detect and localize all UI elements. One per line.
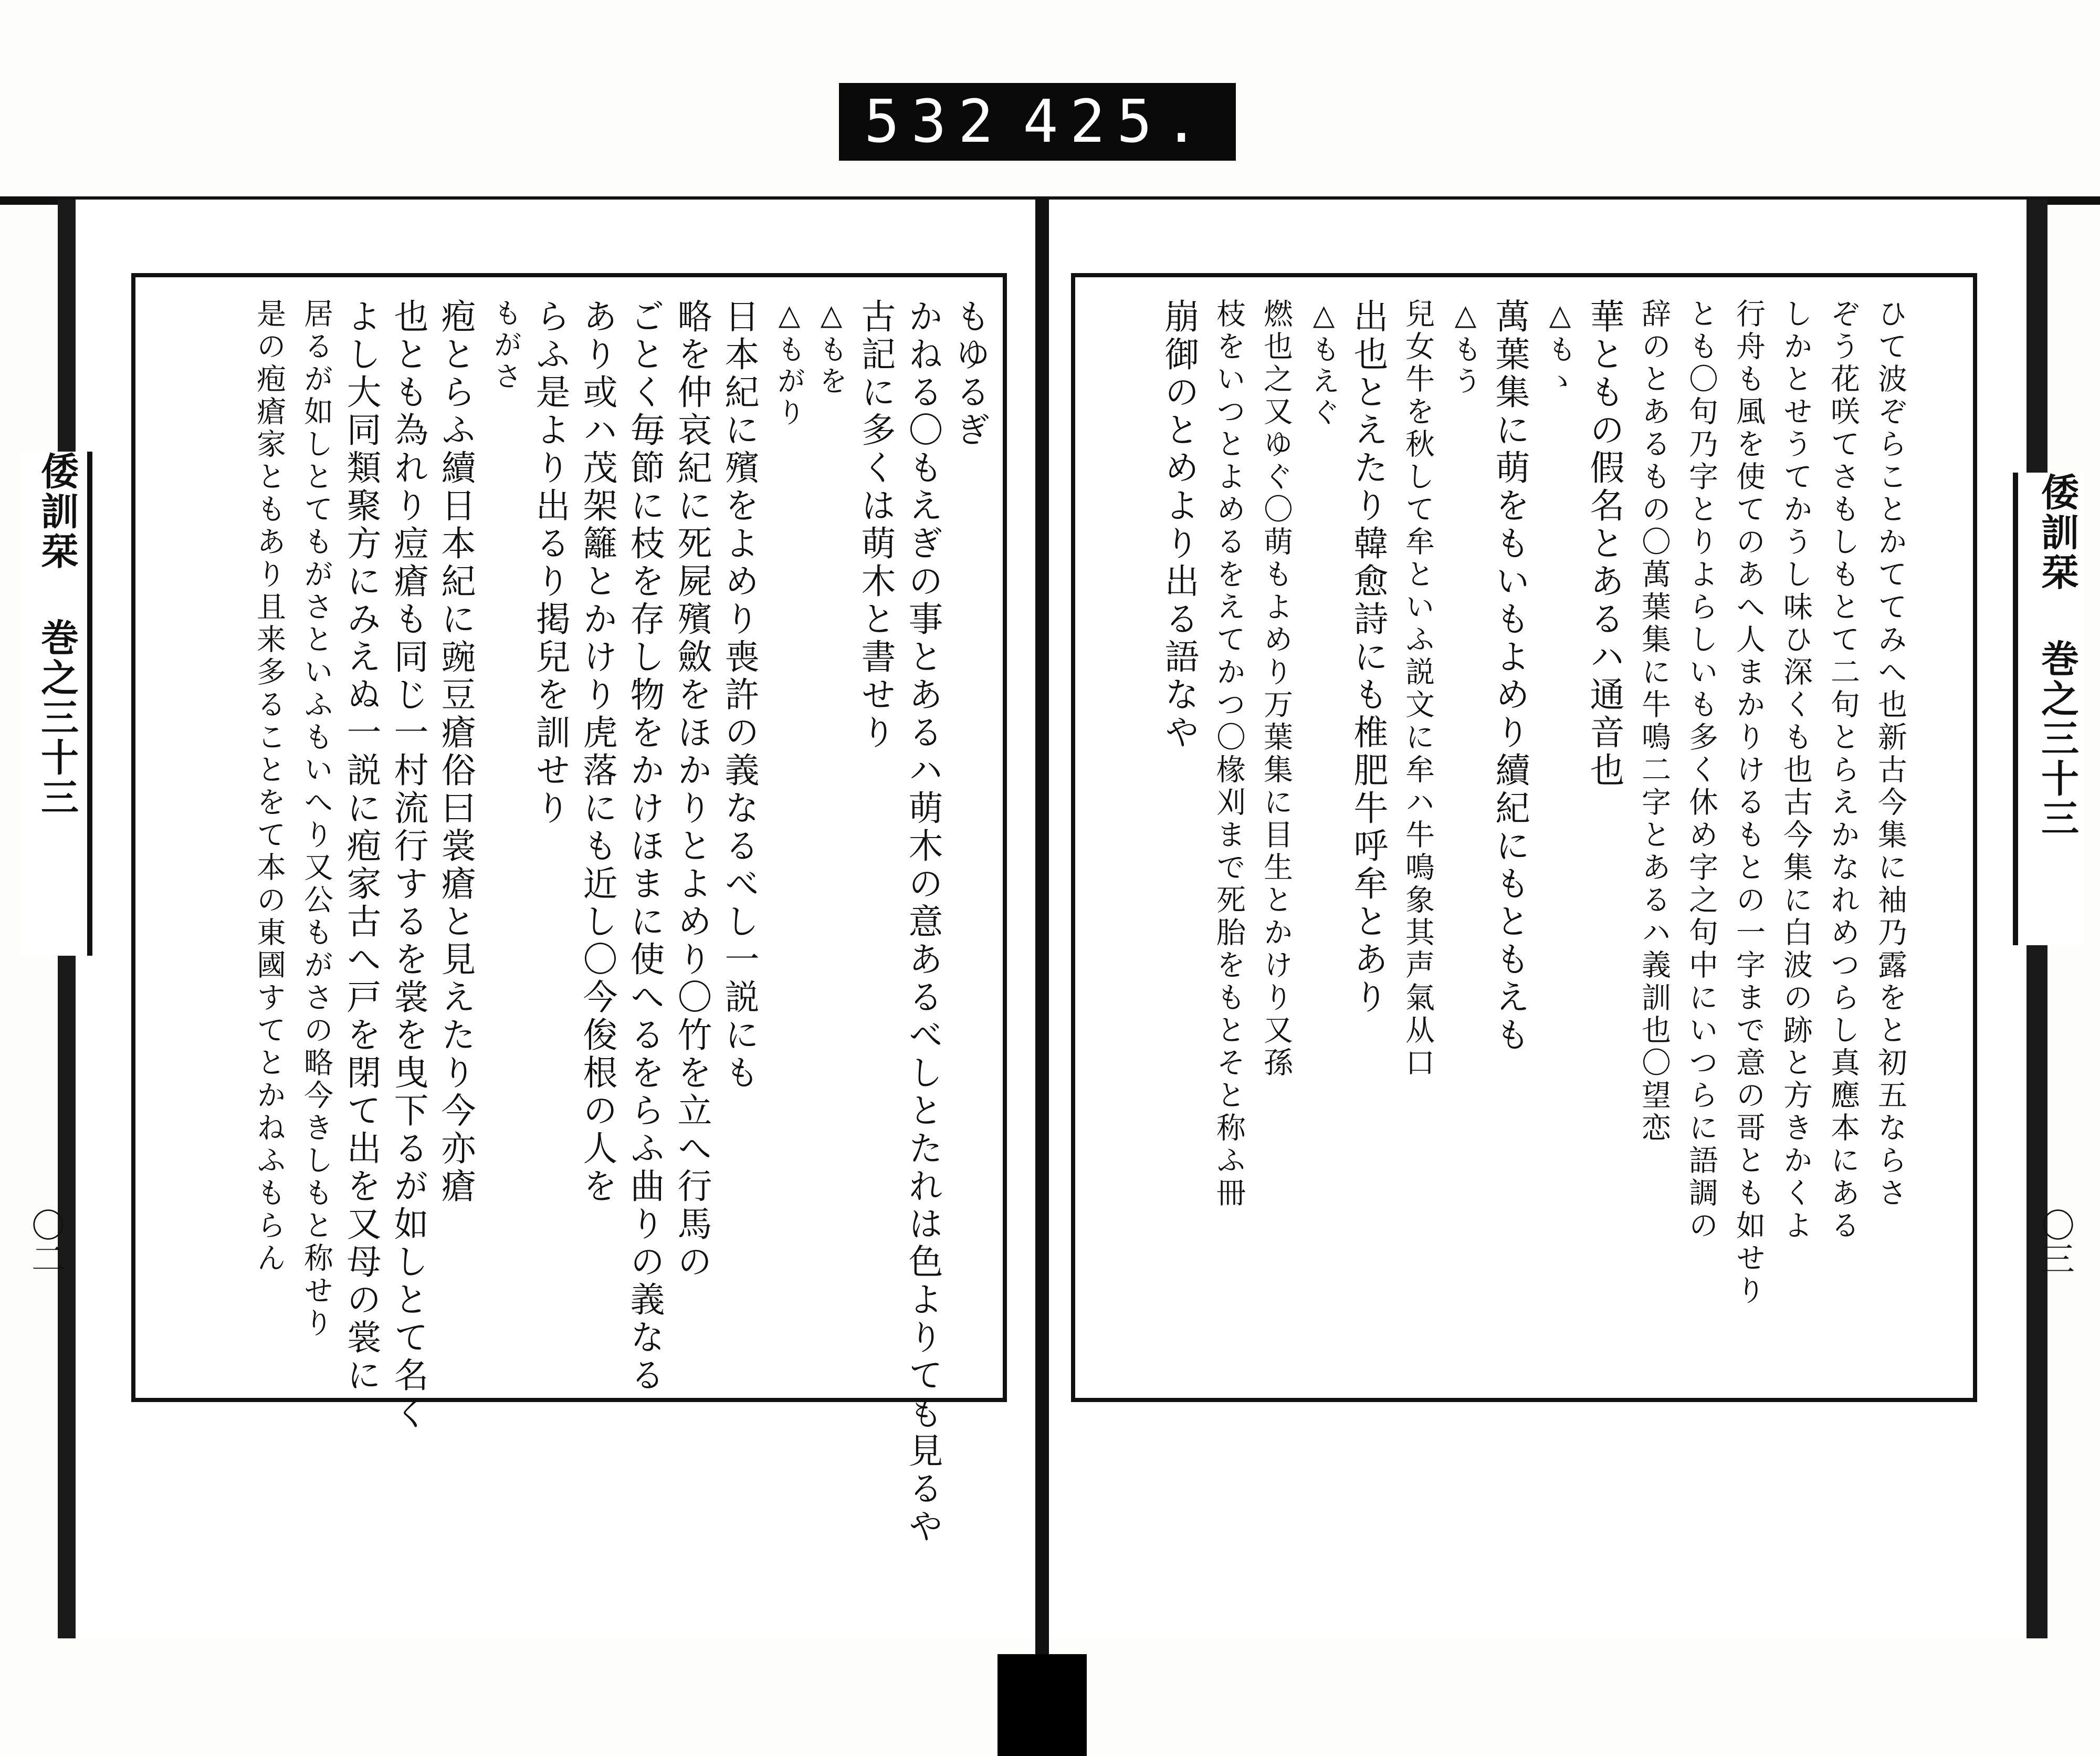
text-column: 兒女牛を秋して牟といふ説文に牟ハ牛鳴象其声氣从口 [1401,298,1435,1080]
archive-number-right: 425. [1023,88,1211,156]
right-page-ear-title: 倭訓栞 巻之三十三 [2013,473,2084,945]
archive-number-left: 532 [864,88,1005,156]
entry-heading: △もう [1449,298,1482,398]
book-spine [998,1654,1087,1756]
entry-heading: △もを [815,298,848,398]
text-column: ごとく毎節に枝を存し物をかけほまに使へるをらふ曲りの義なる [624,298,665,1395]
book-fold [1035,200,1049,1756]
right-text-frame [1071,273,1977,1402]
left-page-ear-title: 倭訓栞 巻之三十三 [21,452,92,956]
text-column: 是の疱瘡家ともあり且来多ることをて本の東國すてとかねふもらん [252,298,286,1275]
archive-label [839,83,1236,161]
text-column: 崩御のとめより出る語なや [1159,298,1199,752]
left-page-folio: 〇二 [26,1208,65,1275]
text-column: らふ是より出るり掲兒を訓せり [530,298,570,828]
text-column: ひて波ぞらことかててみへ也新古今集に袖乃露をと初五ならさ [1873,298,1907,1210]
entry-heading: もがさ [489,298,522,393]
text-column: よし大同類聚方にみえぬ一説に疱家古へ戸を閉て出を又母の裳に [341,298,381,1395]
text-column: もゆるぎ [950,298,990,450]
text-column: 日本紀に殯をよめり喪許の義なるべし一説にも [719,298,759,1092]
text-column: 古記に多くは萌木と書せり [855,298,896,752]
entry-heading: △もえぐ [1307,298,1340,429]
text-column: 燃也之又ゆぐ〇萌もよめり万葉集に目生とかけり又孫 [1259,298,1293,1080]
text-column: とも〇句乃字とりよらしいも多く休め字之句中にいつらに語調の [1684,298,1718,1242]
text-column: 枝をいつとよめるをえてかつ〇椽刈まで死胎をもとそと称ふ冊 [1212,298,1246,1210]
text-column: 行舟も風を使てのあへ人まかりけるもとの一字まで意の哥とも如せり [1731,298,1766,1308]
left-text-frame [131,273,1007,1546]
text-column: 也とも為れり痘瘡も同じ一村流行するを裳を曳下るが如しとて名く [388,298,428,1433]
text-column: ぞう花咲てさもしもとて二句とらえかなれめつらし真應本にある [1826,298,1860,1242]
text-column: 萬葉集に萌をもいもよめり續紀にもともえも [1489,298,1530,1054]
text-column: 華ともの假名とあるハ通音也 [1584,298,1624,790]
right-page-folio: 〇三 [2035,1208,2074,1275]
text-column: かねる〇もえぎの事とあるハ萌木の意あるべしとたれは色よりても見るや [902,298,943,1546]
text-column: 出也とえたり韓愈詩にも椎肥牛呼牟とあり [1348,298,1388,1017]
entry-heading: △もがり [773,298,806,429]
entry-heading: △もゝ [1544,298,1577,398]
text-column: 居るが如しとてもがさといふもいへり又公もがさの略今きしもと称せり [299,298,333,1340]
text-column: しかとせうてかうし味ひ深くも也古今集に白波の跡と方きかくよ [1779,298,1813,1242]
text-column: 辞のとあるもの〇萬葉集に牛鳴二字とあるハ義訓也〇望恋 [1637,298,1671,1145]
text-column: 略を仲哀紀に死屍殯斂をほかりとよめり〇竹を立へ行馬の [671,298,712,1281]
text-column: 疱とらふ續日本紀に豌豆瘡俗曰裳瘡と見えたり今亦瘡 [435,298,476,1206]
text-column: あり或ハ茂架籬とかけり虎落にも近し〇今俊根の人を [577,298,617,1206]
